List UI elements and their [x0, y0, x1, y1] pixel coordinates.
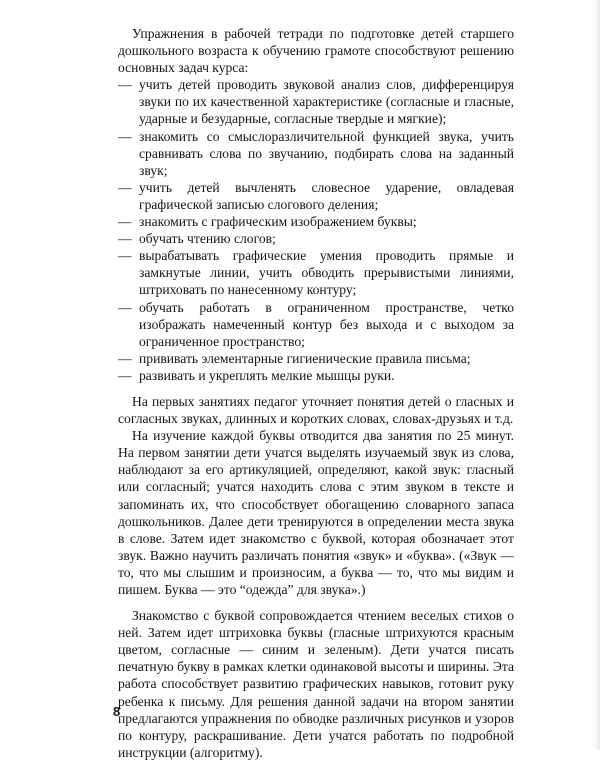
list-item: [118, 350, 514, 367]
body-text: [118, 25, 514, 761]
list-item: [118, 230, 514, 247]
dash-marker: —: [118, 248, 132, 264]
paragraph-letter-study: На изучение каждой буквы отводится два занятия по 25 минут. На первом занятии дети учатся выделять изучаемый звук из слова, наблюдают за его артикуляцией, определяют, какой звук: гласный или согласный; учатся находить слова с этим звуком в тексте и запоминать их, что способствует обогащению словарного запаса дошкольников. Далее дети тренируются в определении места звука в слове. Затем идет знакомство с буквой, которая обозначает этот звук. Важно научить различать понятия «звук» и «буква». («Звук — то, что мы слышим и произносим, а буква — то, что мы видим и пишем. Буква — это “одежда” для звука».): [118, 428, 514, 597]
list-item: [118, 247, 514, 298]
list-item-text: учить детей вычленять словесное ударение, овладевая графической записью слогового деления;: [139, 179, 514, 212]
list-item: [118, 299, 514, 350]
list-item: [118, 76, 514, 127]
list-item-text: знакомить со смыслоразличительной функцией звука, учить сравнивать слова по звучанию, подбирать слова на заданный звук;: [139, 128, 514, 178]
paragraph-letter-acquaintance: Знакомство с буквой сопровождается чтением веселых стихов о ней. Затем идет штриховка буквы (гласные штрихуются красным цветом, согласные — синим и зеленым). Дети учатся писать печатную букву в рамках клетки одинаковой высоты и ширины. Эта работа способствует развитию графических навыков, готовит руку ребенка к письму. Для решения данной задачи на втором занятии предлагаются упражнения по обводке различных рисунков и узоров по контуру, раскрашивание. Дети учатся работать по подробной инструкции (алгоритму).: [118, 608, 514, 760]
intro-paragraph: Упражнения в рабочей тетради по подготовке детей старшего дошкольного возраста к обучению грамоте способствуют решению основных задач курса:: [118, 26, 514, 76]
list-item-text: прививать элементарные гигиенические правила письма;: [139, 350, 471, 366]
list-item-text: обучать работать в ограниченном пространстве, четко изображать намеченный контур без выхода и с выходом за ограниченное пространство;: [139, 299, 514, 349]
task-list: [118, 76, 514, 384]
list-item: [118, 128, 514, 179]
list-item-text: развивать и укреплять мелкие мышцы руки.: [139, 367, 395, 383]
dash-marker: —: [118, 299, 132, 315]
dash-marker: —: [118, 179, 132, 195]
dash-marker: —: [118, 77, 132, 93]
list-item-text: обучать чтению слогов;: [139, 231, 276, 247]
list-item: [118, 179, 514, 213]
page-number: 8: [113, 704, 121, 719]
list-item: [118, 367, 514, 384]
list-item-text: знакомить с графическим изображением буквы;: [139, 214, 417, 230]
list-item: [118, 213, 514, 230]
dash-marker: —: [118, 128, 132, 144]
list-item-text: учить детей проводить звуковой анализ слов, дифференцируя звуки по их качественной характеристике (согласные и гласные, ударные и безударные, согласные твердые и мягкие);: [139, 77, 514, 127]
dash-marker: —: [118, 214, 132, 230]
dash-marker: —: [118, 231, 132, 247]
list-item-text: вырабатывать графические умения проводить прямые и замкнутые линии, учить обводить прерывистыми линиями, штриховать по нанесенному контуру;: [139, 248, 514, 298]
paragraph-first-lessons: На первых занятиях педагог уточняет понятия детей о гласных и согласных звуках, длинных и коротких словах, словах-друзьях и т.д.: [118, 393, 514, 427]
dash-marker: —: [118, 367, 132, 383]
dash-marker: —: [118, 350, 132, 366]
page-edge-shadow: [594, 0, 600, 750]
